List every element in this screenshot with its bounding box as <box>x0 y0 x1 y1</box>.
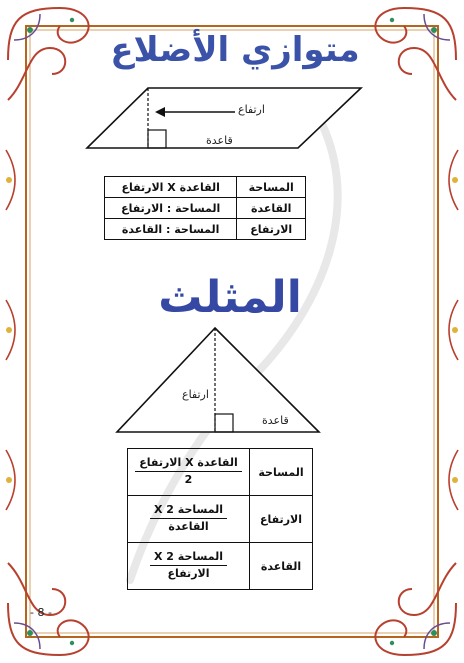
parallelogram-formula-table <box>104 176 306 240</box>
page-title: متوازي الأضلاع <box>110 30 360 70</box>
fraction-denominator: الارتفاع <box>167 567 210 580</box>
row-label: الارتفاع <box>250 496 313 543</box>
fraction-numerator: المساحة X 2 <box>150 504 227 519</box>
fraction <box>135 457 241 486</box>
table-row <box>105 177 306 198</box>
fraction-denominator: القاعدة <box>168 520 209 533</box>
triangle-base-label: قاعدة <box>262 414 289 427</box>
fraction-numerator: المساحة X 2 <box>150 551 227 566</box>
row-label: القاعدة <box>250 543 313 590</box>
row-formula: المساحة : الارتفاع <box>105 198 237 219</box>
row-label: المساحة <box>250 449 313 496</box>
fraction-denominator: 2 <box>184 473 193 486</box>
row-formula: المساحة : القاعدة <box>105 219 237 240</box>
table-row <box>105 219 306 240</box>
triangle-figure <box>115 326 321 434</box>
table-row <box>128 449 313 496</box>
fraction <box>150 551 227 580</box>
triangle-formula-table <box>127 448 313 590</box>
table-row <box>128 496 313 543</box>
fraction-numerator: القاعدة X الارتفاع <box>135 457 241 472</box>
section-title: المثلث <box>158 272 302 323</box>
parallelogram-height-label: ارتفاع <box>238 103 265 116</box>
table-row <box>128 543 313 590</box>
row-formula <box>128 543 250 590</box>
row-label: المساحة <box>237 177 306 198</box>
row-label: الارتفاع <box>237 219 306 240</box>
fraction <box>150 504 227 533</box>
row-formula <box>128 449 250 496</box>
row-label: القاعدة <box>237 198 306 219</box>
row-formula: القاعدة X الارتفاع <box>105 177 237 198</box>
triangle-height-label: ارتفاع <box>182 388 209 401</box>
page-number: - 8 - <box>30 606 52 619</box>
table-row <box>105 198 306 219</box>
row-formula <box>128 496 250 543</box>
parallelogram-base-label: قاعدة <box>206 134 233 147</box>
